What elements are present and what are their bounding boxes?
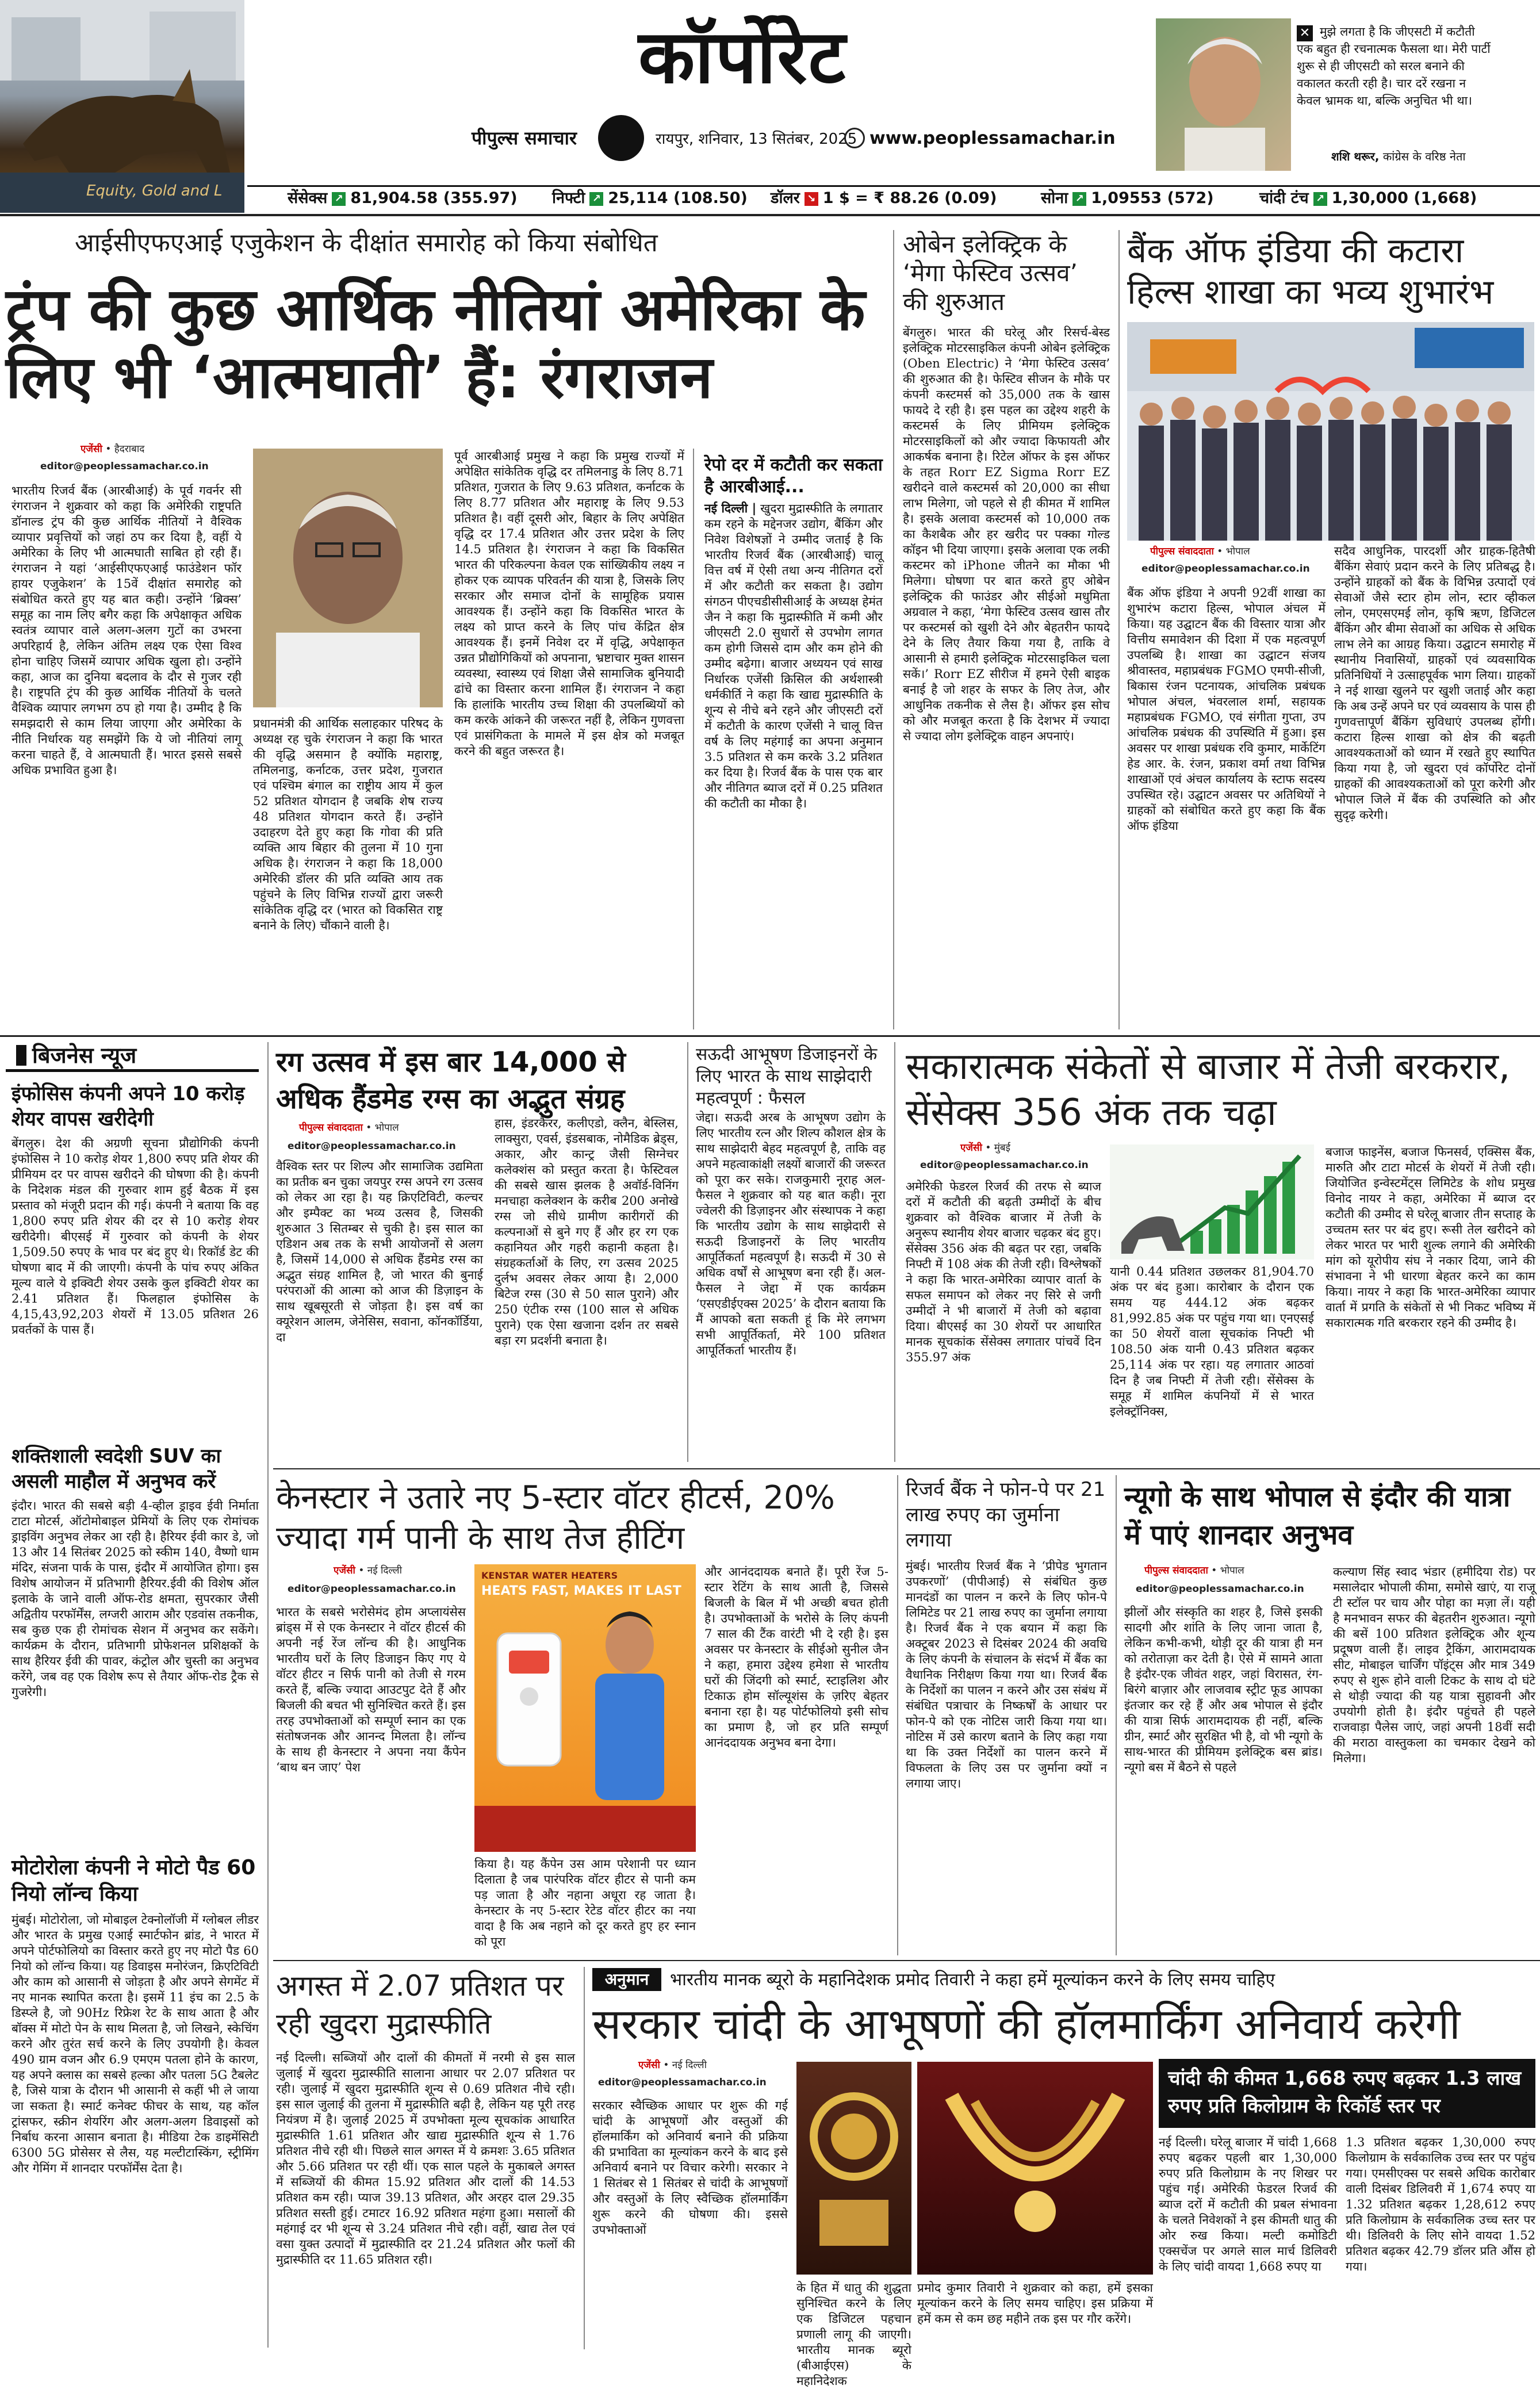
hallmark-email[interactable]: editor@peoplessamachar.co.in xyxy=(598,2077,767,2088)
column-divider xyxy=(267,1042,269,2348)
section-rule xyxy=(273,1468,1540,1469)
column-divider xyxy=(897,1475,898,1955)
ticker-label: निफ्टी xyxy=(552,189,585,207)
bull-chart-graphic xyxy=(1110,1144,1314,1259)
heater-col1: भारत के सबसे भरोसेमंद होम अप्लायंसेस ब्रांड्स में से एक केनस्टार ने वॉटर हीटर्स की अपनी नई रेंज लॉन्च की है। आधुनिक भारतीय घरों के लिए डिजाइन किए गए ये वॉटर हीटर न सिर्फ पानी को तेजी से गरम करते हैं, बल्कि ज्यादा आउटपुट देते हैं और बिजली की बचत भी सुनिश्चित करते हैं। इस तरह उपभोक्ताओं को सम्पूर्ण स्नान का एक संतोषजनक और आनन्द मिलता है। लॉन्च के साथ ही केनस्टार ने अपना नया कैंपेन ‘बाथ बन जाए’ पेश xyxy=(276,1605,466,1774)
suv-headline: शक्तिशाली स्वदेशी SUV का असली माहौल में अनुभव करें xyxy=(12,1445,221,1493)
ticker-label: डॉलर xyxy=(771,189,800,207)
bank-headline: बैंक ऑफ इंडिया की कटारा हिल्स शाखा का भव्य शुभारंभ xyxy=(1127,231,1494,312)
silver-headline-box: चांदी की कीमत 1,668 रुपए बढ़कर 1.3 लाख रुपए प्रति किलोग्राम के रिकॉर्ड स्तर पर xyxy=(1159,2059,1535,2128)
column-divider xyxy=(894,1042,895,1462)
brand-logo-dot xyxy=(598,115,644,161)
heater-byline: एजेंसी • नई दिल्ली xyxy=(334,1565,402,1576)
inflation-text: नई दिल्ली। सब्जियों और दालों की कीमतों में नरमी से इस साल जुलाई में खुदरा मुद्रास्फीति सालाना आधार पर 2.07 प्रतिशत पर रही। जुलाई में खुदरा मुद्रास्फीति शून्य से 0.69 प्रतिशत नीचे रही। इस साल जुलाई की तुलना में मुद्रास्फीति बढ़ी है, लेकिन यह पूरी तरह नियंत्रण में है। जुलाई 2025 में उपभोक्ता मूल्य सूचकांक आधारित मुद्रास्फीति 1.61 प्रतिशत और खाद्य मुद्रास्फीति शून्य से 1.76 प्रतिशत नीचे रही थी। पिछले साल अगस्त में ये क्रमशः 3.65 प्रतिशत और 5.66 प्रतिशत पर रही थीं। एक साल पहले के मुकाबले अगस्त में सब्जियों की कीमत 15.92 प्रतिशत और दालों की 14.53 प्रतिशत कम रही। प्याज 39.13 प्रतिशत, और अरहर दाल 29.35 प्रतिशत सस्ती हुई। टमाटर 16.92 प्रतिशत महंगा हुआ। मसालों की महंगाई दर भी शून्य से 3.24 प्रतिशत नीचे रही। वहीं, खाद्य तेल एवं वसा युक्त उत्पादों में मुद्रास्फीति दर 21.24 प्रतिशत और फलों की मुद्रास्फीति दर 11.65 प्रतिशत रही। xyxy=(276,2051,575,2267)
lead-col3: पूर्व आरबीआई प्रमुख ने कहा कि प्रमुख राज्यों में अपेक्षित सांकेतिक वृद्धि दर तमिलनाडु के लिए 8.71 प्रतिशत, गुजरात के लिए 9.63 प्रतिशत, कर्नाटक के लिए 8.77 प्रतिशत और महाराष्ट्र के लिए 9.53 प्रतिशत है। वहीं दूसरी ओर, बिहार के लिए अपेक्षित वृद्धि दर 17.4 प्रतिशत और उत्तर प्रदेश के लिए 14.5 प्रतिशत है। रंगराजन ने कहा कि विकसित भारत की परिकल्पना केवल एक सांख्यिकीय लक्ष्य न होकर एक व्यापक परिवर्तन की यात्रा है, जिसके लिए सरकार और समाज दोनों के सामूहिक प्रयास आवश्यक हैं। उन्होंने कहा कि विकसित भारत के लक्ष्य को प्राप्त करने के लिए पांच केंद्रित क्षेत्र आवश्यक हैं। इनमें निवेश दर में वृद्धि, अपेक्षाकृत उन्नत प्रौद्योगिकियों को अपनाना, भ्रष्टाचार मुक्त शासन व्यवस्था, स्वास्थ्य एवं शिक्षा जैसे सामाजिक बुनियादी ढांचे का विस्तार करना शामिल हैं। रंगराजन ने कहा कि हालांकि भारतीय उच्च शिक्षा की उपलब्धियों को कम करके आंकने की जरूरत नहीं है, लेकिन गुणवत्ता एवं प्रासंगिकता के मामले में इस क्षेत्र को मजबूत करने की बहुत जरूरत है। xyxy=(454,449,684,758)
silver-col1: नई दिल्ली। घरेलू बाजार में चांदी 1,668 रुपए बढ़कर पहली बार 1,30,000 रुपए प्रति किलोग्राम के नए शिखर पर पहुंच गई। अमेरिकी फेडरल रिजर्व की ब्याज दरों में कटौती की प्रबल संभावना के चलते निवेशकों ने इस कीमती धातु की ओर रुख किया। मल्टी कमोडिटी एक्सचेंज पर अगले साल मार्च डिलिवरी के लिए चांदी वायदा 1,668 रुपए या xyxy=(1159,2135,1337,2273)
masthead-rule xyxy=(0,214,1540,216)
bank-inauguration-photo xyxy=(1127,322,1534,541)
bank-email[interactable]: editor@peoplessamachar.co.in xyxy=(1141,563,1310,575)
hallmark-col1: सरकार स्वैच्छिक आधार पर शुरू की गई चांदी के आभूषणों और वस्तुओं की हॉलमार्किंग को अनिवार्य बनाने की प्रक्रिया की प्रभाविता का मूल्यांकन करने के बाद इसे अनिवार्य बनाने पर विचार करेगी। सरकार ने 1 सितंबर से 1 सितंबर से चांदी के आभूषणों और वस्तुओं के लिए स्वैच्छिक हॉलमार्किंग शुरू करने की घोषणा की। इससे उपभोक्ताओं xyxy=(592,2099,788,2237)
globe-icon xyxy=(844,128,865,148)
rbi-fine-headline: रिजर्व बैंक ने फोन-पे पर 21 लाख रुपए का जुर्माना लगाया xyxy=(906,1478,1106,1552)
moto-headline: मोटोरोला कंपनी ने मोटो पैड 60 नियो लॉन्च किया xyxy=(12,1856,256,1906)
ticker-value: 1,30,000 (1,668) xyxy=(1331,189,1477,207)
ticker-value: 25,114 (108.50) xyxy=(608,189,748,207)
market-col1: अमेरिकी फेडरल रिजर्व की तरफ से ब्याज दरों में कटौती की बढ़ती उम्मीदों के बीच शुक्रवार को वैश्विक बाजार में तेजी के अनुरूप स्थानीय शेयर बाजार चढ़कर बंद हुए। सेंसेक्स 356 अंक की बढ़त पर रहा, जबकि निफ्टी में 108 अंक की तेजी रही। विश्लेषकों ने कहा कि भारत-अमेरिका व्यापार वार्ता के सफल समापन को लेकर नए सिरे से जगी उम्मीदों ने भी बाजारों में तेजी को बढ़ावा दिया। बीएसई का 30 शेयरों पर आधारित मानक सूचकांक सेंसेक्स लगातार पांचवें दिन 355.97 अंक xyxy=(906,1180,1101,1364)
repo-dateline: नई दिल्ली | xyxy=(704,501,757,515)
nuego-col1: झीलों और संस्कृति का शहर है, जिसे इसकी सादगी और शांति के लिए जाना जाता है, लेकिन कभी-कभी, थोड़ी दूर की यात्रा ही मन को तरोताज़ा कर देती है। ऐसे में सामने आता है इंदौर-एक जीवंत शहर, जहां विरासत, रंग-बिरंगे बाज़ार और लाजवाब स्ट्रीट फूड आपका इंतजार कर रहे हैं और अब भोपाल से इंदौर की यात्रा सिर्फ आरामदायक ही नहीं, बल्कि ग्रीन, स्मार्ट और सुरक्षित भी है, वो भी न्यूगो के साथ-भारत की प्रीमियम इलेक्ट्रिक बस ब्रांड। न्यूगो बस में बैठने से पहले xyxy=(1124,1605,1323,1774)
column-divider xyxy=(1118,230,1120,1029)
ticker-gold xyxy=(1041,185,1214,212)
oben-text: बेंगलुरु। भारत की घरेलू और रिसर्च-बेस्ड इलेक्ट्रिक मोटरसाइकिल कंपनी ओबेन इलेक्ट्रिक (Oben Electric) ने ‘मेगा फेस्टिव उत्सव’ की शुरुआत की है। फेस्टिव सीजन के मौके पर कंपनी कस्टमर्स को 35,000 तक के खास फायदे दे रही है। इस पहल का उद्देश्य शहरी के कस्टमर्स के लिए प्रीमियम इलेक्ट्रिक मोटरसाइकिलों को और ज्यादा किफायती और आकर्षक बनाना है। रिटेल ऑफर के इस ऑफर के तहत Rorr EZ Sigma Rorr EZ खरीदने वाले कस्टमर्स को 20,000 का सीधा लाभ मिलेगा, जो पहले से ही कीमत में शामिल है। इसके अलावा कस्टमर्स को 10,000 तक का कैशबैक और हर खरीद पर पक्का गोल्ड कॉइन भी दिया जाएगा। इसके अलावा एक लकी कस्टमर को iPhone जीतने का मौका भी मिलेगा। घोषणा पर बात करते हुए ओबेन इलेक्ट्रिक की फाउंडर और सीईओ मधुमिता अग्रवाल ने कहा, ‘मेगा फेस्टिव उत्सव खास तौर पर कस्टमर्स को खुशी देने और बेहतरीन फायदे देने के लिए तैयार किया गया है, ताकि वे आसानी से हमारी इलेक्ट्रिक मोटरसाइकिल चला सकें।’ Rorr EZ सीरीज में हमने ऐसी बाइक बनाई है जो शहर के सफर के लिए तेज, और आधुनिक तकनीक से लैस है। ऑफर इस सोच को और मजबूत करता है कि देशभर में ज्यादा से ज्यादा लोग इलेक्ट्रिक वाहन अपनाएं। xyxy=(903,326,1110,743)
nuego-col2: कल्याण सिंह स्वाद भंडार (हमीदिया रोड) पर मसालेदार भोपाली कीमा, समोसे खाएं, या राजू टी स्टॉल पर चाय और पोहा का मज़ा लें। यही है मनभावन सफर की बेहतरीन शुरुआत। न्यूगो की बसें 100 प्रतिशत इलेक्ट्रिक और शून्य प्रदूषण वाली हैं। लाइव ट्रैकिंग, आरामदायक सीट, मोबाइल चार्जिंग पॉइंट्स और मात्र 349 रुपए से शुरू होने वाली टिकट के साथ दो घंटे से थोड़ी ज्यादा की यह यात्रा सुहावनी और उपयोगी होती है। इंदौर पहुंचते ही पहले राजवाड़ा पैलेस जाएं, जहां अपनी 18वीं सदी की मराठा वास्तुकला का चमकार देखने को मिलेगा। xyxy=(1333,1565,1535,1765)
brand-name: पीपुल्स समाचार xyxy=(472,127,577,149)
ticker-value: 1 $ = ₹ 88.26 (0.09) xyxy=(822,189,997,207)
ticker-label: सोना xyxy=(1041,189,1068,207)
bank-col2: सदैव आधुनिक, पारदर्शी और ग्राहक-हितैषी बैंकिंग सेवाएं प्रदान करने के लिए प्रतिबद्ध है। उन्होंने ग्राहकों को बैंक के विभिन्न उत्पादों एवं सेवाओं जैसे स्टार होम लोन, स्टार व्हीकल लोन, एमएसएमई लोन, कृषि ऋण, डिजिटल बैंकिंग और बीमा सेवाओं का अधिक से अधिक लाभ लेने का आग्रह किया। उद्घाटन समारोह में स्थानीय निवासियों, ग्राहकों एवं व्यवसायिक प्रतिनिधियों ने उत्साहपूर्वक भाग लिया। ग्राहकों ने नई शाखा खुलने पर खुशी जताई और कहा कि अब उन्हें अपने घर एवं व्यवसाय के पास ही गुणवत्तापूर्ण बैंकिंग सुविधाएं उपलब्ध होंगी। कटारा हिल्स शाखा को क्षेत्र की बढ़ती आवश्यकताओं को ध्यान में रखते हुए स्थापित किया गया है, जो खुदरा एवं कॉर्पोरेट दोनों ग्राहकों की आवश्यकताओं को पूरा करेगी और भोपाल जिले में बैंक की उपस्थिति को और सुदृढ़ करेगी। xyxy=(1334,544,1535,822)
nuego-headline: न्यूगो के साथ भोपाल से इंदौर की यात्रा में पाएं शानदार अनुभव xyxy=(1124,1481,1511,1551)
nuego-byline: पीपुल्स संवाददाता • भोपाल xyxy=(1144,1565,1244,1576)
ticker-label: चांदी टंच xyxy=(1259,189,1309,207)
section-header: बिजनेस न्यूज xyxy=(6,1042,259,1072)
lead-email[interactable]: editor@peoplessamachar.co.in xyxy=(40,461,209,472)
ticker-dollar xyxy=(771,185,997,212)
repo-text: नई दिल्ली | खुदरा मुद्रास्फीति के लगातार कम रहने के मद्देनजर उद्योग, बैंकिंग और निवेश विशेषज्ञों ने उम्मीद जताई है कि भारतीय रिजर्व बैंक (आरबीआई) चालू वित्त वर्ष में ऐसी तथा अन्य नीतिगत दरों में और कटौती कर सकता है। उद्योग संगठन पीएचडीसीसीआई के अध्यक्ष हेमंत जैन ने कहा कि मुद्रास्फीति में कमी और जीएसटी 2.0 सुधारों से उपभोग लागत कम होगी जिससे दाम और कम होने की उम्मीद बढ़ेगा। बाजार अध्ययन एवं साख निर्धारक एजेंसी क्रिसिल की अर्थशास्त्री धर्मकीर्ति ने कहा कि खाद्य मुद्रास्फीति के शून्य से नीचे बने रहने और जीएसटी दरों में कटौती के कारण एजेंसी ने चालू वित्त वर्ष के लिए महंगाई का अपना अनुमान 3.5 प्रतिशत से कम करके 3.2 प्रतिशत कर दिया है। रिजर्व बैंक के पास एक बार और नीतिगत ब्याज दरों में 0.25 प्रतिशत की कटौती का मौका है। xyxy=(704,501,883,810)
silver-jewellery-photo xyxy=(796,2062,911,2275)
masthead-title: कॉर्पोरेट xyxy=(638,14,847,100)
quote-text: मुझे लगता है कि जीएसटी में कटौती एक बहुत ही रचनात्मक फैसला था। मेरी पार्टी शुरू से ही जीएसटी को सरल बनाने की वकालत करती रही है। चार दरें रखना न केवल भ्रामक था, बल्कि अनुचित भी था। xyxy=(1297,25,1491,108)
column-divider xyxy=(693,449,694,1029)
kenstar-ad-image xyxy=(474,1564,696,1852)
market-col3: बजाज फाइनेंस, बजाज फिनसर्व, एक्सिस बैंक, मारुति और टाटा मोटर्स के शेयरों में तेजी रही। जियोजित इन्वेस्टमेंट्स लिमिटेड के शोध प्रमुख विनोद नायर ने कहा, अमेरिका में ब्याज दर कटौती की उम्मीद से घरेलू बाजार तीन सप्ताह के उच्चतम स्तर पर बंद हुए। रूसी तेल खरीदने को लेकर भारत पर भारी शुल्क लगाने की अमेरिकी मांग को यूरोपीय संघ ने नकार दिया, जाने की संभावना ने भी धारणा बेहतर करने का काम किया। नायर ने कहा कि भारत-अमेरिका व्यापार वार्ता में प्रगति के संकेतों से भी निकट भविष्य में सकारात्मक गति बरकरार रहने की उम्मीद है। xyxy=(1326,1145,1535,1330)
nuego-email[interactable]: editor@peoplessamachar.co.in xyxy=(1136,1583,1304,1595)
market-byline: एजेंसी • मुंबई xyxy=(960,1142,1010,1154)
up-arrow-icon: ↗ xyxy=(589,192,603,206)
hallmark-col3: प्रमोद कुमार तिवारी ने शुक्रवार को कहा, हमें इसका मूल्यांकन करने के लिए समय चाहिए। इस प्रक्रिया में हमें कम से कम छह महीने तक इस पर गौर करेंगे। xyxy=(917,2281,1153,2326)
lead-col1: भारतीय रिजर्व बैंक (आरबीआई) के पूर्व गवर्नर सी रंगराजन ने शुक्रवार को कहा कि अमेरिकी राष्ट्रपति डॉनाल्ड ट्रंप की कुछ आर्थिक नीतियों ने वैश्विक व्यापार प्रवृत्तियों को जहां ठप कर दिया है, वहीं ये अमेरिका के लिए भी आत्मघाती साबित हो रही हैं। रंगराजन ने यहां ‘आईसीएफएआई फाउंडेशन फॉर हायर एजुकेशन’ के 15वें दीक्षांत समारोह को संबोधित करते हुए यह बात कही। उन्होंने ‘ब्रिक्स’ समूह का नाम लिए बगैर कहा कि अपेक्षाकृत अधिक स्वतंत्र व्यापार वाले अलग-अलग गुटों का उभरना अपरिहार्य है, लेकिन अंतिम लक्ष्य एक ऐसा विश्व होना चाहिए जिसमें व्यापार अधिक खुला हो। उन्होंने कहा, आज का दुनिया बदलाव के दौर से गुजर रही है। राष्ट्रपति ट्रंप की कुछ आर्थिक नीतियों के चलते वैश्विक व्यापार लगभग ठप हो गया है। उम्मीद है कि समझदारी से काम लिया जाएगा और अमेरिका के नीति निर्धारक यह समझेंगे कि ये जो नीतियां लागू करना चाहते हैं, वे आत्मघाती हैं। भारत इससे सबसे अधिक प्रभावित हुआ है। xyxy=(12,484,242,777)
bank-photo-caption: पीपुल्स संवाददाता • भोपाल xyxy=(1150,546,1250,557)
oben-headline: ओबेन इलेक्ट्रिक के ‘मेगा फेस्टिव उत्सव’ की शुरुआत xyxy=(903,230,1078,316)
down-arrow-icon: ↘ xyxy=(805,192,818,206)
infosys-headline: इंफोसिस कंपनी अपने 10 करोड़ शेयर वापस खरीदेगी xyxy=(12,1082,245,1131)
inflation-headline: अगस्त में 2.07 प्रतिशत पर रही खुदरा मुद्रास्फीति xyxy=(276,1969,564,2040)
up-arrow-icon: ↗ xyxy=(1072,192,1086,206)
saudi-text: जेद्दा। सऊदी अरब के आभूषण उद्योग के लिए भारतीय रत्न और शिल्प कौशल क्षेत्र के साथ साझेदारी बेहद महत्वपूर्ण है, ताकि वह अपने महत्वाकांक्षी लक्ष्यों बाजारों की जरूरत को पूरा कर सके। राजकुमारी नूराह अल-फैसल ने शुक्रवार को यह बात कही। नूरा ज्वेलरी की डिज़ाइनर और संस्थापक ने कहा कि भारतीय उद्योग के साथ साझेदारी से सऊदी डिजाइनरों के लिए भारतीय आपूर्तिकर्ता महत्वपूर्ण है। सऊदी में 30 से अधिक वर्षों से आभूषण बना रही हैं। अल-फैसल ने जेद्दा में एक कार्यक्रम ‘एसएडीईएक्स 2025’ के दौरान बताया कि मैं आपको बता सकती हूं कि मेरे लगभग सभी आपूर्तिकर्ता, मेरे 100 प्रतिशत आपूर्तिकर्ता भारतीय हैं। xyxy=(696,1111,886,1357)
hallmark-headline: सरकार चांदी के आभूषणों की हॉलमार्किंग अनिवार्य करेगी xyxy=(592,2000,1461,2049)
bull-sign-text: Equity, Gold and L xyxy=(86,182,223,200)
market-col2: यानी 0.44 प्रतिशत उछलकर 81,904.70 अंक पर बंद हुआ। कारोबार के दौरान एक समय यह 444.12 अंक बढ़कर 81,992.85 अंक पर पहुंच गया था। एनएसई का 50 शेयरों वाला सूचकांक निफ्टी भी 108.50 अंक यानी 0.43 प्रतिशत बढ़कर 25,114 अंक पर रहा। यह लगातार आठवां दिन है जब निफ्टी में तेजी रही। सेंसेक्स के समूह में शामिल कंपनियों में से भारत इलेक्ट्रॉनिक्स, xyxy=(1110,1265,1314,1418)
section-rule xyxy=(273,1960,1540,1961)
market-headline: सकारात्मक संकेतों से बाजार में तेजी बरकरार, सेंसेक्स 356 अंक तक चढ़ा xyxy=(906,1046,1511,1134)
column-divider xyxy=(584,1967,585,2349)
heater-headline: केनस्टार ने उतारे नए 5-स्टार वॉटर हीटर्स, 20% ज्यादा गर्म पानी के साथ तेज हीटिंग xyxy=(276,1479,835,1557)
quote-author: शशि थरूर, xyxy=(1331,150,1380,163)
lead-kicker: आईसीएफएआई एजुकेशन के दीक्षांत समारोह को किया संबोधित xyxy=(75,228,658,258)
rangarajan-photo xyxy=(253,449,443,707)
lead-headline: ट्रंप की कुछ आर्थिक नीतियां अमेरिका के लिए भी ‘आत्मघाती’ हैं: रंगराजन xyxy=(6,275,865,412)
bull-statue-photo xyxy=(0,0,244,213)
rug-col1: वैश्विक स्तर पर शिल्प और सामाजिक उद्यमिता का प्रतीक बन चुका जयपुर रग्स अपने रग उत्सव को लेकर आ रहा है। यह क्रिएटिविटी, कल्चर और इम्पैक्ट का भव्य उत्सव है, जिसकी शुरुआत 3 सितम्बर से चुकी है। इस साल का एडिशन अब तक के सभी आयोजनों से अलग है, जिसमें 14,000 से अधिक हैंडमेड रग्स का अद्भुत संग्रह शामिल है, जो भारत की बुनाई परंपराओं की आत्मा को आज की डिज़ाइन के साथ खूबसूरती से जोड़ता है। इस वर्ष का क्यूरेशन आलम, जेनेसिस, सवाना, कॉनकॉर्डिया, दा xyxy=(276,1159,483,1344)
ticker-silver xyxy=(1259,185,1477,212)
hallmark-kicker: भारतीय मानक ब्यूरो के महानिदेशक प्रमोद तिवारी ने कहा हमें मूल्यांकन करने के लिए समय चाहिए xyxy=(670,1970,1275,1990)
hallmark-byline: एजेंसी • नई दिल्ली xyxy=(638,2059,707,2071)
heater-email[interactable]: editor@peoplessamachar.co.in xyxy=(288,1583,456,1595)
saudi-headline: सऊदी आभूषण डिजाइनरों के लिए भारत के साथ साझेदारी महत्वपूर्ण : फैसल xyxy=(696,1044,878,1108)
ticker-value: 1,09553 (572) xyxy=(1091,189,1214,207)
moto-text: मुंबई। मोटोरोला, जो मोबाइल टेक्नोलॉजी में ग्लोबल लीडर और भारत के प्रमुख एआई स्मार्टफोन ब्रांड, ने भारत में अपने पोर्टफोलियो का विस्तार करते हुए नए मोटो पैड 60 नियो को लॉन्च किया। यह डिवाइस मनोरंजन, क्रिएटिविटी और काम को आसानी से जोड़ता है और अपने सेगमेंट में नए मानक स्थापित करता है। इसमें 11 इंच का 2.5 के डिस्प्ले है, जो 90Hz रिफ्रेश रेट के साथ आता है और बॉक्स में मोटो पेन के साथ मिलता है, जो लिखने, स्केचिंग करने और तुरंत सर्च करने के लिए उपयोगी है। केवल 490 ग्राम वजन और 6.9 एमएम पतला होने के कारण, यह अपने क्लास का सबसे हल्का और पतला 5G टैबलेट है, जिसे यात्रा के दौरान भी आसानी से कहीं भी ले जाया जा सकता है। स्मार्ट कनेक्ट फीचर के साथ, यह कॉल ट्रांसफर, स्क्रीन शेयरिंग और अलग-अलग डिवाइसों को निर्बाध करना आसान बनाता है। मीडिया टेक डाइमेंसिटी 6300 5G प्रोसेसर से लैस, यह मल्टीटास्किंग, स्ट्रीमिंग और गेमिंग में शानदार परफॉर्मेंस देता है। xyxy=(12,1913,259,2175)
rbi-fine-text: मुंबई। भारतीय रिजर्व बैंक ने ‘प्रीपेड भुगतान उपकरणों’ (पीपीआई) से संबंधित कुछ मानदंडों का पालन न करने के लिए फोन-पे लिमिटेड पर 21 लाख रुपए का जुर्माना लगाया है। रिजर्व बैंक ने एक बयान में कहा कि अक्टूबर 2023 से दिसंबर 2024 की अवधि के लिए कंपनी के संचालन के संदर्भ में बैंक का वैधानिक निरीक्षण किया गया था। रिजर्व बैंक के निर्देशों का पालन न करने और उस संबंध में संबंधित पत्राचार के निष्कर्षों के आधार पर फोन-पे को एक नोटिस जारी किया गया था। नोटिस में उसे कारण बताने के लिए कहा गया था कि उक्त निर्देशों का पालन करने में विफलता के लिए उस पर जुर्माना क्यों न लगाया जाए। xyxy=(906,1559,1107,1790)
quote-author-role: कांग्रेस के वरिष्ठ नेता xyxy=(1382,150,1466,163)
x-icon: ✕ xyxy=(1297,25,1313,41)
section-marker xyxy=(16,1045,26,1066)
ad-tagline: HEATS FAST, MAKES IT LAST xyxy=(481,1584,681,1598)
bank-col1: बैंक ऑफ इंडिया ने अपनी 92वीं शाखा का शुभारंभ कटारा हिल्स, भोपाल अंचल में किया। यह उद्घाटन बैंक की विस्तार यात्रा और वित्तीय समावेशन की दिशा में एक महत्वपूर्ण उपलब्धि है। शाखा का उद्घाटन संजय श्रीवास्तव, महाप्रबंधक FGMO एमपी-सीजी, बिकास रंजन पटनायक, आंचलिक प्रबंधक भोपाल अंचल, भंवरलाल शर्मा, सहायक महाप्रबंधक FGMO, एवं संगीता गुप्ता, उप आंचलिक प्रबंधक की उपस्थिति में हुआ। इस अवसर पर शाखा प्रबंधक रवि कुमार, मार्केटिंग हेड आर. के. रंजन, प्रकाश वर्मा तथा विभिन्न शाखाओं एवं अंचल कार्यालय के स्टाफ सदस्य उपस्थित रहे। उद्घाटन अवसर पर अतिथियों ने ग्राहकों को संबोधित करते हुए कहा कि बैंक ऑफ इंडिया xyxy=(1127,586,1326,833)
heater-col2: किया है। यह कैंपेन उस आम परेशानी पर ध्यान दिलाता है जब पारंपरिक वॉटर हीटर से पानी कम पड़ जाता है और नहाना अधूरा रह जाता है। केनस्टार के नए 5-स्टार रेटेड वॉटर हीटर का नया वादा है कि अब नहाने को दूर करते हुए हर स्नान को पूरा xyxy=(474,1857,696,1948)
dateline: रायपुर, शनिवार, 13 सितंबर, 2025 xyxy=(656,131,857,148)
ad-brand: KENSTAR WATER HEATERS xyxy=(481,1570,618,1581)
rug-byline: पीपुल्स संवाददाता • भोपाल xyxy=(299,1122,399,1134)
suv-text: इंदौर। भारत की सबसे बड़ी 4-व्हील ड्राइव ईवी निर्माता टाटा मोटर्स, ऑटोमोबाइल प्रेमियों के लिए एक रोमांचक ड्राइविंग अनुभव लेकर आ रही है। हैरियर ईवी कार डे, जो 13 और 14 सितंबर 2025 को स्कीम 140, वैष्णो धाम मंदिर, संजना पार्क के पास, इंदौर में आयोजित होगा। इस विशेष आयोजन में प्रतिभागी हैरियर.ईवी की विशेष ऑल इलाके के जाने वाली ऑफ-रोड क्षमता, सुपरकार जैसी अद्वितीय परफॉर्मेंस, लग्जरी आराम और एडवांस तकनीक, सब कुछ एक ही रोमांचक सेशन में अनुभव कर सकेंगे। कार्यक्रम के दौरान, प्रतिभागी प्रोफेशनल प्रशिक्षकों के साथ हैरियर ईवी की पावर, कंट्रोल और चुस्ती का अनुभव करेंगे, जब वह एक विशेष रूप से तैयार ऑफ-रोड ट्रैक से गुजरेगी। xyxy=(12,1499,259,1699)
rug-headline: रग उत्सव में इस बार 14,000 से अधिक हैंडमेड रग्स का अद्भुत संग्रह xyxy=(276,1046,626,1115)
infosys-text: बेंगलुरु। देश की अग्रणी सूचना प्रौद्योगिकी कंपनी इंफोसिस ने 10 करोड़ शेयर 1,800 रुपए प्रति शेयर की प्रीमियम दर पर वापस खरीदने की घोषणा की है। कंपनी के निदेशक मंडल की गुरुवार शाम हुई बैठक में इस प्रस्ताव को मंजूरी प्रदान की गई। कंपनी ने बताया कि वह 1,800 रुपए प्रति शेयर की दर से 10 करोड़ शेयर खरीदेगी। बीएसई में गुरुवार को कंपनी के शेयर 1,509.50 रुपए के भाव पर बंद हुए थे। रिकॉर्ड डेट की घोषणा बाद में की जाएगी। कंपनी के पांच रुपए अंकित मूल्य वाले ये इक्विटी शेयर उसके कुल इक्विटी शेयर का 2.41 प्रतिशत हैं। फिलहाल इंफोसिस के 4,15,43,92,203 शेयरों में 13.05 प्रतिशत 26 प्रवर्तकों के पास हैं। xyxy=(12,1136,259,1337)
ticker-label: सेंसेक्स xyxy=(288,189,328,207)
silver-col2: 1.3 प्रतिशत बढ़कर 1,30,000 रुपए किलोग्राम के सर्वकालिक उच्च स्तर पर पहुंच गया। एमसीएक्स पर सबसे अधिक कारोबार वाली दिसंबर डिलिवरी में 1,674 रुपए या 1.32 प्रतिशत बढ़कर 1,28,612 रुपए प्रति किलोग्राम के सर्वकालिक उच्च स्तर पर थी। डिलिवरी के लिए सोने वायदा 1.52 प्रतिशत बढ़कर 42.79 डॉलर प्रति औंस हो गया। xyxy=(1346,2135,1535,2273)
ticker-value: 81,904.58 (355.97) xyxy=(350,189,518,207)
ticker-sensex xyxy=(288,185,518,212)
estimate-label: अनुमान xyxy=(592,1968,661,1991)
hallmark-col2: के हित में धातु की शुद्धता सुनिश्चित करने के लिए एक डिजिटल पहचान प्रणाली लागू की जाएगी। भारतीय मानक ब्यूरो (बीआईएस) के महानिदेशक xyxy=(796,2281,911,2388)
website-link[interactable]: www.peoplessamachar.in xyxy=(869,128,1116,148)
rug-col2: हास, इंडरकैरर, कलीएडो, क्लैन, बेस्लिस, लाक्सुरा, एवर्स, इंडसबाक, नोमैडिक ब्रेड्स, अकार, और कान्ट्र जैसी सिग्नेचर कलेक्शंस को प्रस्तुत करता है। फेस्टिवल की सबसे खास झलक है अवॉर्ड-विनिंग मनचाहा कलेक्शन के करीब 200 अनोखे रग्स जो सीधे ग्रामीण कारीगरों की कल्पनाओं से बुने गए हैं और हर रग एक कहानियत और गहरी कहानी कहता है। संग्रहकर्ताओं के लिए, रग उत्सव 2025 दुर्लभ अवसर लेकर आया है। 2,000 बिटेज रग्स (30 से 50 साल पुराने) और 250 एंटीक रग्स (100 साल से अधिक पुराने) एक ऐसा खजाना दर्शन तर सबसे बड़ा रग प्रदर्शनी बनाता है। xyxy=(495,1116,679,1347)
lead-byline: एजेंसी • हैदराबाद xyxy=(81,443,145,455)
heater-col3: और आनंददायक बनाते हैं। पूरी रेंज 5-स्टार रेटिंग के साथ आती है, जिससे बिजली के बिल में भी अच्छी बचत होती है। उपभोक्ताओं के भरोसे के लिए कंपनी 7 साल की टैंक वारंटी भी दे रही है। इस अवसर पर केनस्टार के सीईओ सुनील जैन ने कहा, हमारा उद्देश्य हमेशा से भारतीय घरों की जिंदगी को स्मार्ट, स्टाइलिश और टिकाऊ होम सॉल्यूशंस के ज़रिए बेहतर बनाना रहा है। यह पोर्टफोलियो इसी सोच का प्रमाण है, जो हर प्रति सम्पूर्ण आनंददायक अनुभव बना देगा। xyxy=(704,1565,888,1749)
quote-box xyxy=(1297,23,1492,167)
tharoor-photo xyxy=(1156,18,1291,171)
column-divider xyxy=(893,230,894,1029)
rug-email[interactable]: editor@peoplessamachar.co.in xyxy=(288,1140,456,1152)
section-rule xyxy=(0,1035,1540,1037)
column-divider xyxy=(687,1042,688,1462)
market-email[interactable]: editor@peoplessamachar.co.in xyxy=(920,1159,1089,1171)
up-arrow-icon: ↗ xyxy=(1313,192,1327,206)
repo-headline: रेपो दर में कटौती कर सकता है आरबीआई... xyxy=(704,455,883,497)
up-arrow-icon: ↗ xyxy=(332,192,346,206)
lead-col2: प्रधानमंत्री की आर्थिक सलाहकार परिषद के अध्यक्ष रह चुके रंगराजन ने कहा कि भारत की वृद्धि असमान है क्योंकि महाराष्ट्र, तमिलनाडु, कर्नाटक, उत्तर प्रदेश, गुजरात एवं पश्चिम बंगाल का राष्ट्रीय आय में कुल 52 प्रतिशत योगदान है जबकि शेष राज्य 48 प्रतिशत योगदान करते हैं। उन्होंने उदाहरण देते हुए कहा कि गोवा की प्रति व्यक्ति आय बिहार की तुलना में 10 गुना अधिक है। रंगराजन ने कहा कि 18,000 अमेरिकी डॉलर की प्रति व्यक्ति आय तक पहुंचने के लिए विभिन्न राज्यों द्वारा जरूरी सांकेतिक वृद्धि दर (भारत को विकसित राष्ट्र बनाने के लिए) चौंकाने वाली है। xyxy=(253,717,443,932)
ticker-nifty xyxy=(552,185,748,212)
column-divider xyxy=(1116,1475,1117,1955)
necklace-photo xyxy=(917,2062,1153,2275)
